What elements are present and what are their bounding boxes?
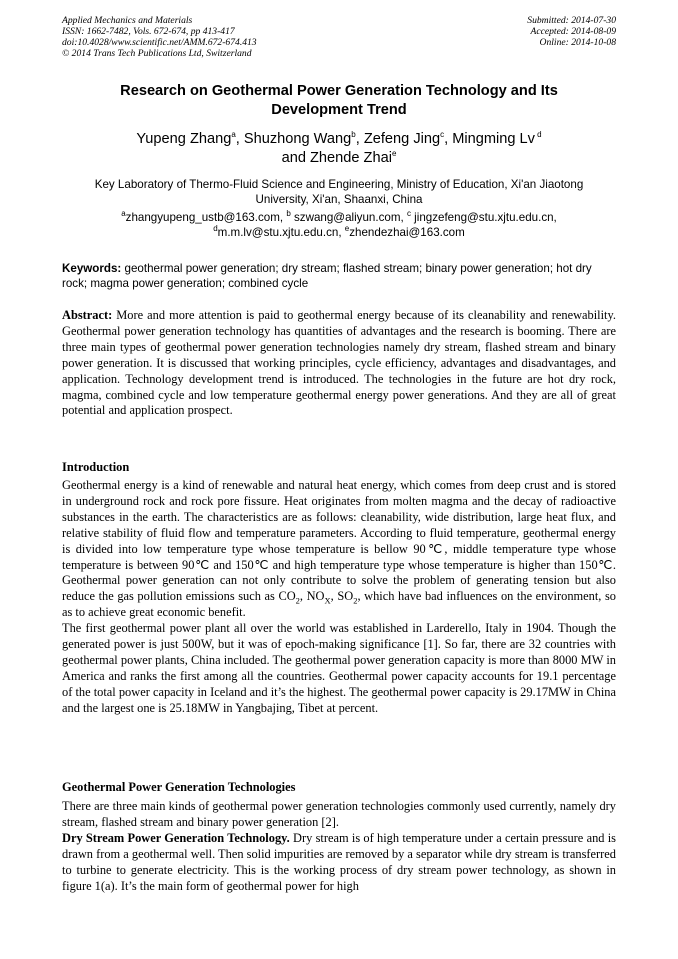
email-link[interactable]: szwang@aliyun.com, <box>290 211 407 224</box>
abstract-label: Abstract: <box>62 308 113 322</box>
authors-line-1 <box>62 130 616 149</box>
email-link[interactable]: zhangyupeng_ustb@163.com, <box>125 211 287 224</box>
copyright-line: © 2014 Trans Tech Publications Ltd, Switzerland <box>62 48 252 59</box>
author-mark: a <box>231 130 236 140</box>
dates-header <box>527 15 616 48</box>
online-date: Online: 2014-10-08 <box>539 37 616 48</box>
email-list <box>62 210 616 240</box>
email-link[interactable]: m.m.lv@stu.xjtu.edu.cn, <box>217 226 345 239</box>
intro-text: , NO <box>299 589 325 604</box>
title-line-1: Research on Geothermal Power Generation Technology and Its <box>120 83 558 99</box>
subscript: X <box>324 595 331 606</box>
introduction-heading: Introduction <box>62 460 130 474</box>
doi-line: doi:10.4028/www.scientific.net/AMM.672-674.413 <box>62 37 257 48</box>
intro-paragraph-2: The first geothermal power plant all over the world was established in Larderello, Italy in 1904. Though the generated power is just 500W, but it was of epoch-making significance [1]. So far, there are 32 countries with geothermal power plants, China included. The geothermal power generation capacity is more than 8000 MW in America and ranks the first among all the countries. Geothermal power capacity accounts for 19.1 percentage of the total power capacity in Iceland and it’s the highest. The geothermal power capacity is 29.17MW in China and the largest one is 25.18MW in Yangbajing, Tibet at percent. <box>62 621 616 715</box>
email-link[interactable]: zhendezhai@163.com <box>349 226 465 239</box>
email-link[interactable]: jingzefeng@stu.xjtu.edu.cn, <box>410 211 557 224</box>
tech-paragraph-2 <box>62 831 616 895</box>
journal-name: Applied Mechanics and Materials <box>62 15 193 26</box>
author-mark: b <box>351 130 356 140</box>
author-list <box>62 130 616 168</box>
submitted-date: Submitted: 2014-07-30 <box>527 15 616 26</box>
paper-title <box>62 82 616 120</box>
keywords <box>62 261 616 291</box>
email-line-1 <box>62 210 616 225</box>
keywords-text: geothermal power generation; dry stream; flashed stream; binary power generation; hot dry rock; magma power generation; combined cycle <box>62 262 592 290</box>
email-line-2 <box>62 225 616 240</box>
dry-stream-text: Dry stream is of high temperature under a certain pressure and is drawn from a geothermal well. Then solid impurities are removed by a separator while dry stream is transferred to turbine to generate electricity. This is the working process of dry stream power technology, as shown in figure 1(a). It’s the main form of geothermal power for high <box>62 830 616 893</box>
author-name: Yupeng Zhang <box>136 131 232 147</box>
accepted-date: Accepted: 2014-08-09 <box>530 26 616 37</box>
technologies-heading: Geothermal Power Generation Technologies <box>62 780 296 794</box>
introduction-body <box>62 478 616 717</box>
keywords-label: Keywords: <box>62 262 122 275</box>
intro-text: , SO <box>330 589 354 604</box>
author-mark: c <box>440 130 445 140</box>
email-mark: c <box>406 209 411 219</box>
author-mark: d <box>534 130 542 140</box>
authors-line-2 <box>62 149 616 168</box>
title-line-2: Development Trend <box>271 102 407 118</box>
issn-line: ISSN: 1662-7482, Vols. 672-674, pp 413-417 <box>62 26 235 37</box>
subscript: 2 <box>353 595 358 606</box>
tech-paragraph-1: There are three main kinds of geothermal power generation technologies commonly used currently, namely dry stream, flashed stream and binary power generation [2]. <box>62 799 616 829</box>
journal-header <box>62 15 257 59</box>
intro-paragraph-1 <box>62 478 616 621</box>
abstract <box>62 308 616 419</box>
email-mark: a <box>121 209 126 219</box>
affiliation-line-1: Key Laboratory of Thermo-Fluid Science and Engineering, Ministry of Education, Xi'an Jiaotong <box>94 178 584 191</box>
email-mark: d <box>213 224 218 234</box>
author-name: , Mingming Lv <box>444 131 535 147</box>
email-mark: b <box>286 209 291 219</box>
author-name: , Zefeng Jing <box>355 131 441 147</box>
dry-stream-heading: Dry Stream Power Generation Technology. <box>62 830 290 845</box>
abstract-text: More and more attention is paid to geothermal energy because of its cleanability and renewability. Geothermal power generation technology has quantities of advantages and the research is booming. There are three main types of geothermal power generation technologies namely dry stream, flashed stream and binary power generation. It is discussed that working principles, cycle efficiency, advantages and disadvantages, and application. Technology development trend is introduced. The technologies in the future are hot dry rock, magma, combined cycle and low temperature geothermal energy power generations. And they are all of great potential and application prospect. <box>62 308 616 418</box>
technologies-body <box>62 799 616 894</box>
affiliation-line-2: University, Xi'an, Shaanxi, China <box>255 193 423 206</box>
author-mark: e <box>391 149 397 159</box>
intro-text: , which have bad influences on the environment, so as to achieve great economic benefit. <box>62 589 616 620</box>
author-name: , Shuzhong Wang <box>235 131 352 147</box>
affiliation <box>62 177 616 207</box>
intro-text: Geothermal energy is a kind of renewable and natural heat energy, which comes from deep crust and is stored in underground rock and rock pore fissure. Heat originates from molten magma and the decay of radioactive substances in the earth. The characteristics are as follows: cleanability, wide distribution, large heat flux, and relative stability of fluid flow and temperature parameters. According to fluid temperature, geothermal energy is divided into low temperature type whose temperature is bellow 90℃, middle temperature type whose temperature is between 90℃ and 150℃ and high temperature type whose temperature is higher than 150℃. Geothermal power generation can not only contribute to solve the problem of generating tension but also reduce the gas pollution emissions such as CO <box>62 478 616 604</box>
email-mark: e <box>344 224 350 234</box>
subscript: 2 <box>295 595 300 606</box>
author-name: and Zhende Zhai <box>281 150 392 166</box>
